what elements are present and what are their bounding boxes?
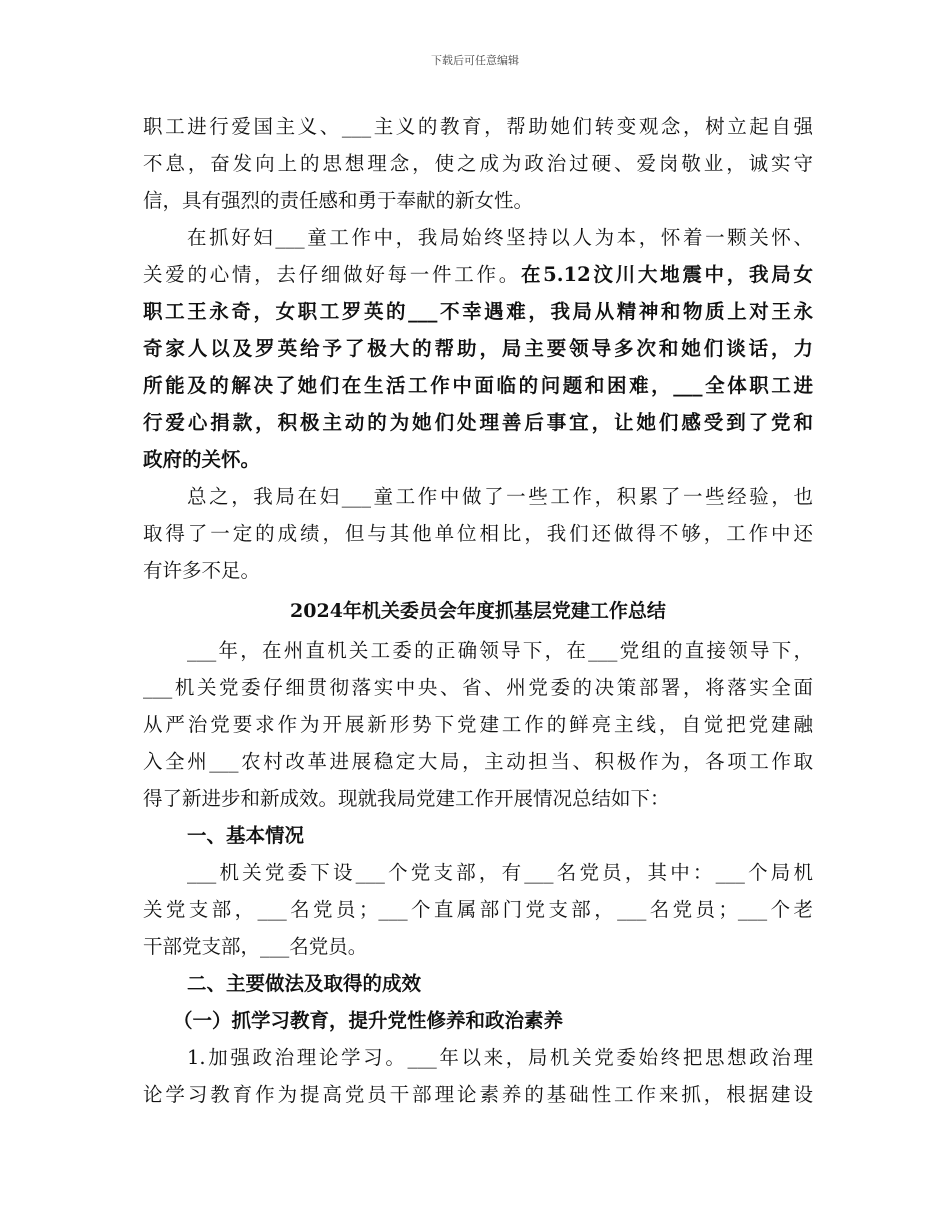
body-line: 职工进行爱国主义、___主义的教育，帮助她们转变观念，树立起自强: [143, 115, 813, 138]
body-line: 有许多不足。: [143, 559, 261, 582]
subsection-heading: （一）抓学习教育，提升党性修养和政治素养: [173, 1009, 564, 1032]
body-line-bold: 所能及的解决了她们在生活工作中面临的问题和困难，___全体职工进: [143, 374, 813, 397]
body-line-bold: 政府的关怀。: [143, 448, 261, 471]
body-line: 干部党支部，___名党员。: [143, 935, 368, 958]
document-title: 2024年机关委员会年度抓基层党建工作总结: [290, 600, 666, 622]
body-line: 关党支部，___名党员；___个直属部门党支部，___名党员；___个老: [143, 898, 813, 921]
body-line: 总之，我局在妇___童工作中做了一些工作，积累了一些经验，也: [187, 485, 813, 508]
body-line: 信，具有强烈的责任感和勇于奉献的新女性。: [143, 189, 534, 212]
section-heading: 一、基本情况: [187, 824, 305, 847]
body-line-bold: 奇家人以及罗英给予了极大的帮助，局主要领导多次和她们谈话，力: [143, 337, 813, 360]
body-line-bold: 行爱心捐款，积极主动的为她们处理善后事宜，让她们感受到了党和: [143, 411, 813, 434]
body-line: 得了新进步和新成效。现就我局党建工作开展情况总结如下：: [143, 787, 670, 810]
document-body: [143, 108, 813, 1113]
body-line: ___年，在州直机关工委的正确领导下，在___党组的直接领导下，: [187, 639, 813, 662]
body-line: ___机关党委下设___个党支部，有___名党员，其中：___个局机: [187, 861, 813, 884]
body-line: 从严治党要求作为开展新形势下党建工作的鲜亮主线，自觉把党建融: [143, 713, 813, 736]
body-line: 1.加强政治理论学习。___年以来，局机关党委始终把思想政治理: [187, 1046, 813, 1069]
body-line: 在抓好妇___童工作中，我局始终坚持以人为本，怀着一颗关怀、: [187, 226, 813, 249]
page-header: 下载后可任意编辑: [431, 54, 519, 67]
section-heading: 二、主要做法及取得的成效: [187, 972, 422, 995]
body-line: 论学习教育作为提高党员干部理论素养的基础性工作来抓，根据建设: [143, 1083, 813, 1106]
body-line-bold: 职工王永奇，女职工罗英的___不幸遇难，我局从精神和物质上对王永: [143, 300, 813, 323]
body-line-normal-part: 关爱的心情，去仔细做好每一件工作。: [143, 263, 521, 286]
body-line: 不息，奋发向上的思想理念，使之成为政治过硬、爱岗敬业，诚实守: [143, 152, 813, 175]
body-line: 取得了一定的成绩，但与其他单位相比，我们还做得不够，工作中还: [143, 522, 813, 545]
body-line: 入全州___农村改革进展稳定大局，主动担当、积极作为，各项工作取: [143, 750, 813, 773]
body-line: ___机关党委仔细贯彻落实中央、省、州党委的决策部署，将落实全面: [143, 676, 813, 699]
body-line-bold-part: 在5.12汶川大地震中，我局女: [520, 263, 813, 286]
body-line-mixed: [143, 256, 813, 293]
